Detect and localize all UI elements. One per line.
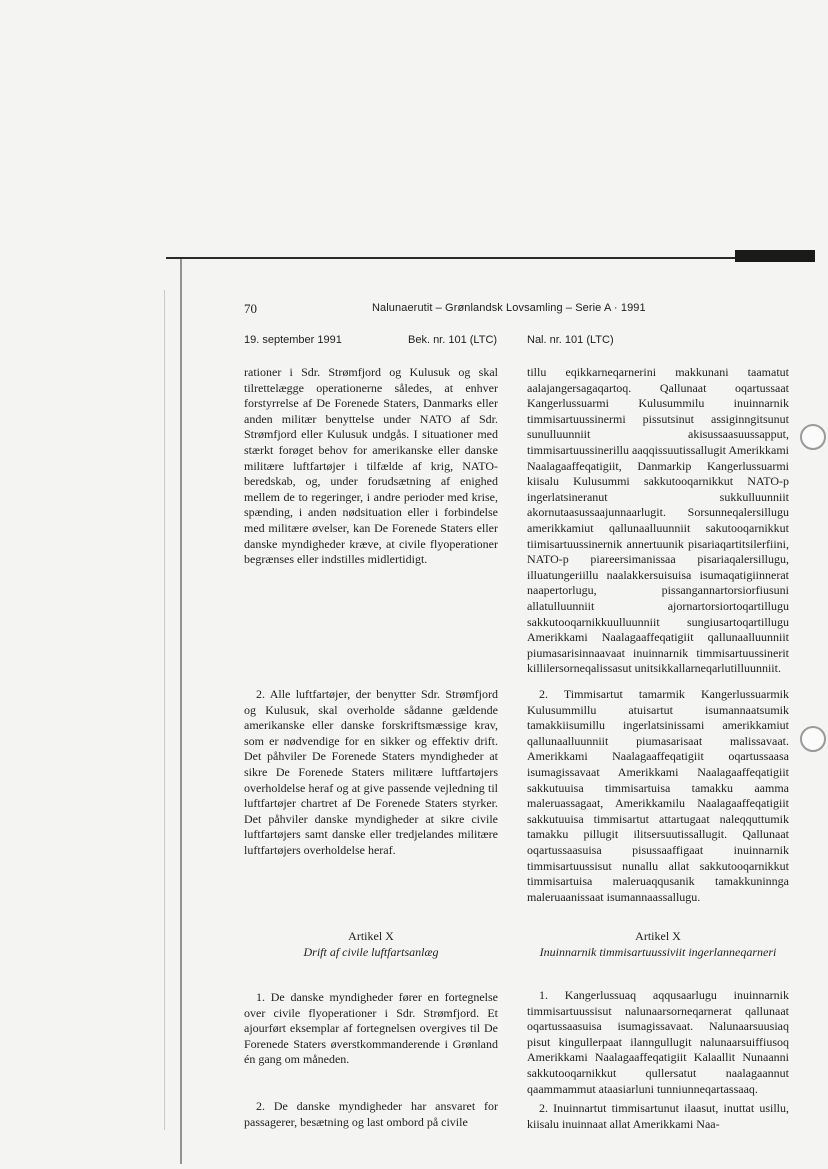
- greenlandic-paragraph-3: 1. Kangerlussuaq aqqusaarlugu inuinnarnik timmisartuussisut nalunaarsorneqarnerat qallunaat oqartussaasuisa isumagissavaat. Nalunaarsuusiaq pisut kingullerpaat ilanngullugit nalunaarsuiffiusoq Amerikkami Naalagaaffeqatigiit Kalaallit Nunaanni sakkutooqarnikkut qullersatut naalagaannut qaammammut ataasiarluni tunniunneqartassaaq.: [527, 988, 789, 1096]
- danish-reference-subhead: Bek. nr. 101 (LTC): [408, 334, 498, 346]
- greenlandic-article-heading: [527, 928, 789, 960]
- scan-edge-bar: [735, 250, 815, 262]
- scan-top-rule: [166, 257, 806, 259]
- article-subtitle: Inuinnarnik timmisartuussiviit ingerlanneqarneri: [539, 945, 777, 959]
- scan-left-rule-faint: [164, 290, 165, 1130]
- page-header: [244, 301, 792, 319]
- article-title: Artikel X: [348, 929, 394, 943]
- greenlandic-paragraph-2: 2. Timmisartut tamarmik Kangerlussuarmik Kulusummillu atuisartut isumannaatsumik tamakkiisumillu ingerlatsinissami amerikkamiut qallunaalluunniit piumasarisaat malissavaat. Amerikkami Naalagaaffeqatigiit oqartussaasa isumagissavaat Amerikkami Naalagaaffeqatigiit sakkutuuisa timmisartuisa tamakku aamma maleruassagaat, Amerikkamilu Naalagaaffeqatigiit sakkutuuisa timmisartut attartugaat naleqquttumik tamakku pillugit ilitsersuutissallugit. Qallunaat oqartussaasuisa pisussaaffigaat inuinnarnik timmisartuussisut nunallu allat sakkutooqarnikkut timmisartuisa maleruaqqusanik tamakkuninnga maleruaanissaat isumannaassallugu.: [527, 687, 789, 904]
- punch-hole-icon: [800, 726, 826, 752]
- greenlandic-paragraph-4: 2. Inuinnartut timmisartunut ilaasut, inuttat usillu, kiisalu inuinnaat allat Amerikkami Naa-: [527, 1101, 789, 1131]
- danish-paragraph-2: 2. Alle luftfartøjer, der benytter Sdr. Strømfjord og Kulusuk, skal overholde sådanne gældende amerikanske eller danske forskriftsmæssige krav, som er nødvendige for en sikker og effektiv drift. Det påhviler De Forenede Staters myndigheder at sikre De Forenede Staters militære luftfartøjers overholdelse heraf og at give passende vejledning til luftfartøjer chartret af De Forenede Staters styrker. Det påhviler danske myndigheder at sikre civile luftfartøjers samt danske eller tredjelandes militære luftfartøjers overholdelse heraf.: [244, 687, 498, 857]
- danish-paragraph-3: 1. De danske myndigheder fører en fortegnelse over civile flyoperationer i Sdr. Strømfjord. Et ajourført eksemplar af fortegnelsen overgives til De Forenede Staters øverstkommanderende i Grønland én gang om måneden.: [244, 990, 498, 1067]
- danish-article-heading: [244, 928, 498, 960]
- danish-paragraph-4: 2. De danske myndigheder har ansvaret for passagerer, besætning og last ombord på civile: [244, 1099, 498, 1129]
- article-title: Artikel X: [635, 929, 681, 943]
- danish-paragraph-1: rationer i Sdr. Strømfjord og Kulusuk og skal tilrettelægge operationerne således, at enhver forstyrrelse af De Forenede Staters, Danmarks eller anden militær benyttelse under NATO af Sdr. Strømfjord eller Kulusuk undgås. I situationer med stærkt forøget behov for amerikanske eller danske militære luftfartøjer i tilfælde af krig, NATO-beredskab, og, under forudsætning af enighed mellem de to regeringer, i andre perioder med krise, spænding, i anden nødsituation eller i forbindelse med militære øvelser, kan De Forenede Staters eller danske myndigheder kræve, at civile flyoperationer begrænses eller indstilles midlertidigt.: [244, 365, 498, 567]
- punch-hole-icon: [800, 424, 826, 450]
- scan-left-rule: [180, 259, 182, 1164]
- article-subtitle: Drift af civile luftfartsanlæg: [303, 945, 439, 959]
- greenlandic-paragraph-1: tillu eqikkarneqarnerini makkunani taamatut aalajangersagaqartoq. Qallunaat oqartussaat Kangerlussuarmi Kulusummilu inuinnarnik timmisartuussinermi pissutsinut assiginngitsunut sunulluunniit akisussaasuussapput, timmisartuussinerillu aaqqissuutissallugit Amerikkami Naalagaaffeqatigiit, Danmarkip Kangerlussuarmi kiisalu Kulusummi sakkutooqarnikkut NATO-p ingerlatsineranut sukkulluunniit akornutaasussaajunnaarlugit. Sorsunneqalersillugu amerikkamiut qallunaalluunniit sakutooqarnikkut tiimisartuussinernik annertuunik pisariaqartitsilerfiini, NATO-p piareersimanissaa pisariaqalersillugu, illuatungeriillu naalakkersuisuisa isumaqatigiinnerat naapertorlugu, pissangannartorsiorfiusuni allatulluunniit ajornartorsiortoqartillugu sakkutooqarnikkuulluunniit sungiusartoqartillugu Amerikkami Naalagaaffeqatigiit qallunaalluunniit piumasarisinnaavaat inuinnarnik timmisartuussinerit killilersorneqalissasut unitsikkallarneqarlutilluunniit.: [527, 365, 789, 676]
- page-number: 70: [244, 301, 257, 316]
- greenlandic-reference-subhead: Nal. nr. 101 (LTC): [527, 334, 614, 346]
- running-head: Nalunaerutit – Grønlandsk Lovsamling – Serie A · 1991: [372, 302, 646, 314]
- date-subhead: 19. september 1991: [244, 334, 342, 346]
